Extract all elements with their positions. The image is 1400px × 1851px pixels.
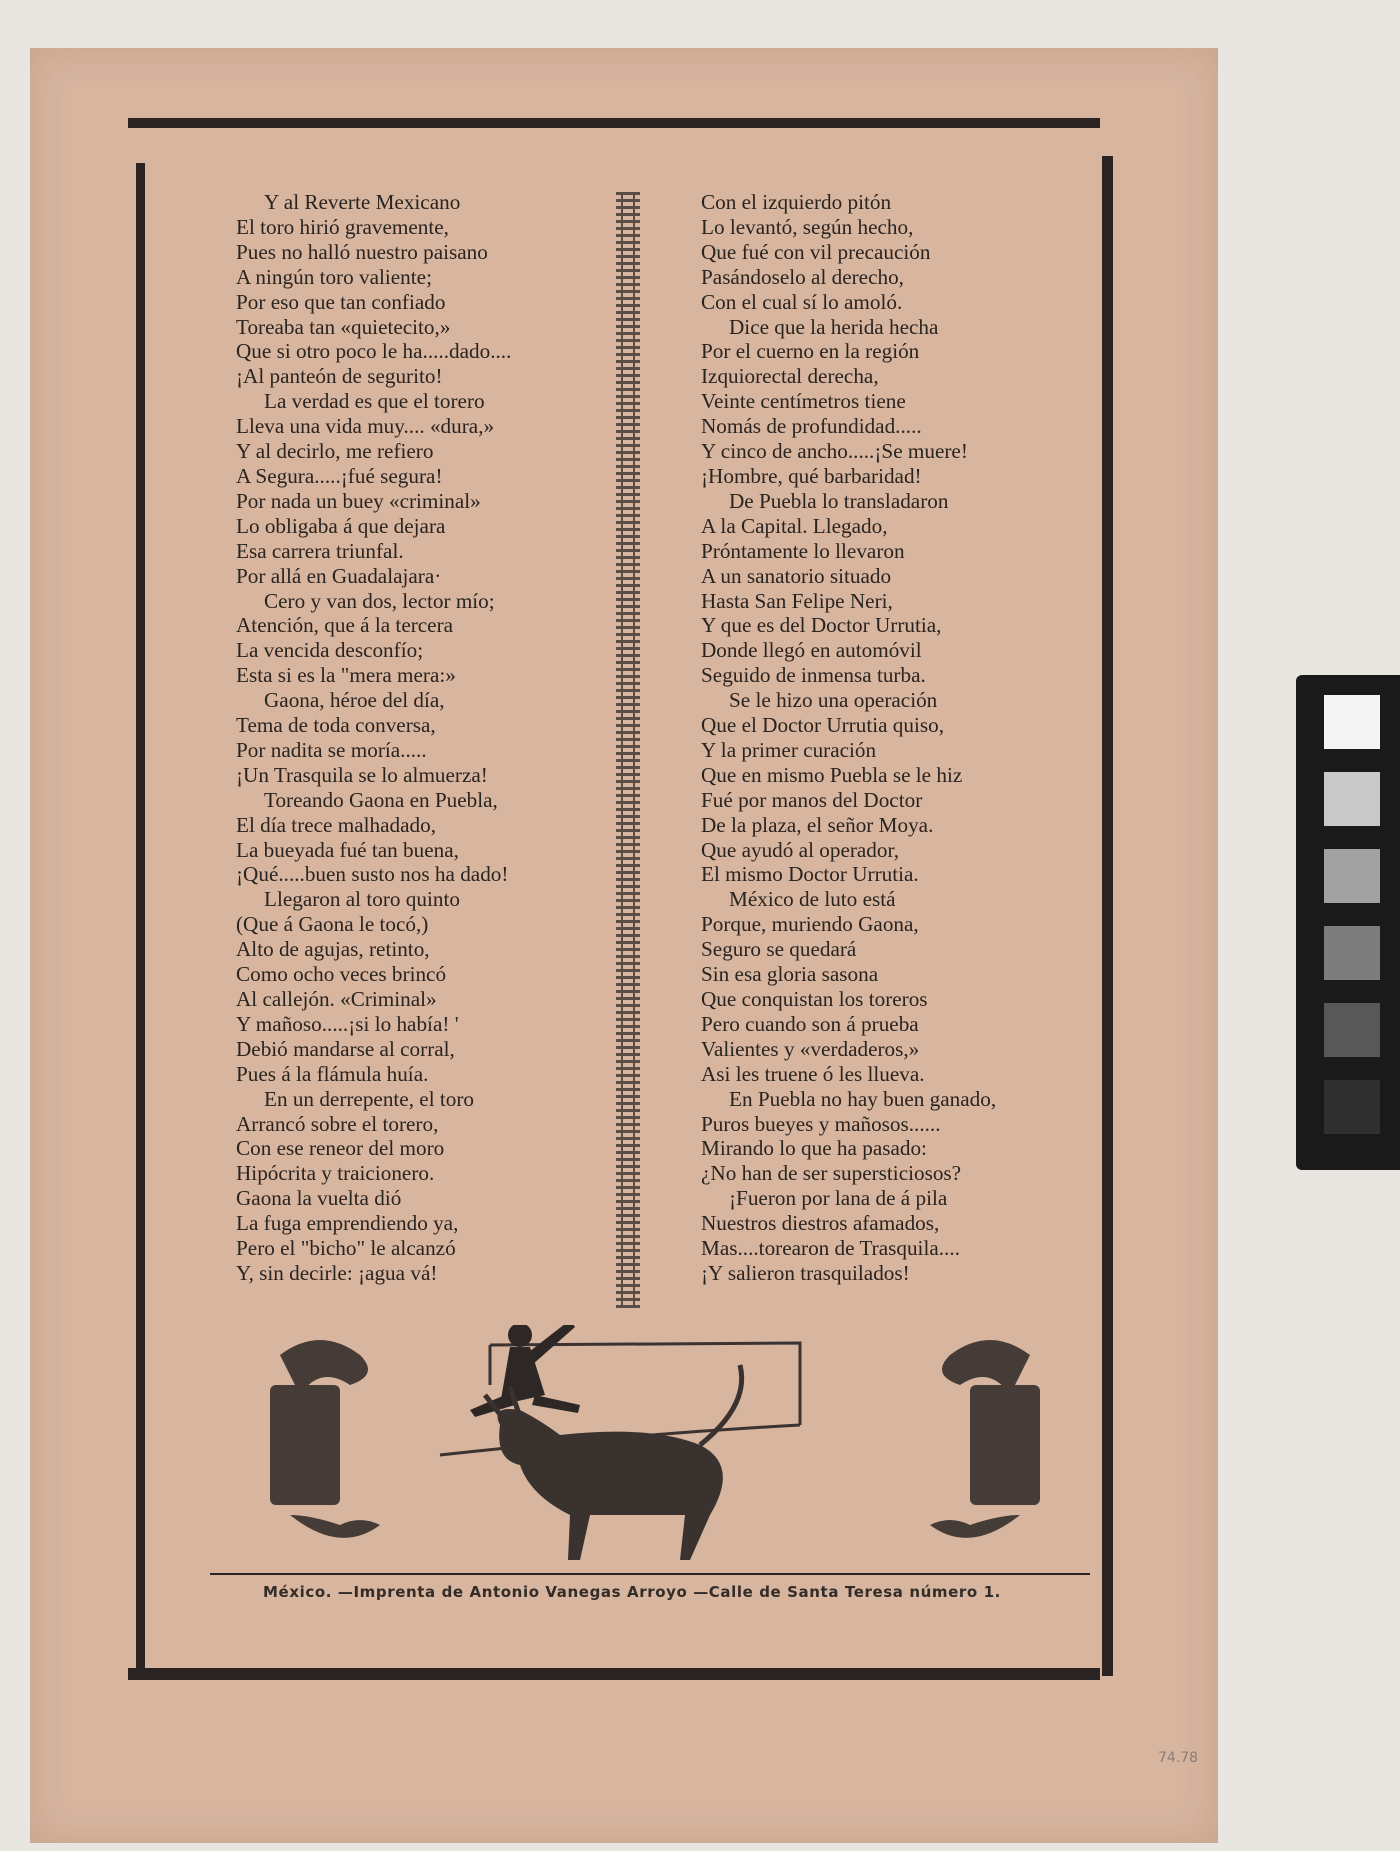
verse-line: Y al Reverte Mexicano bbox=[264, 190, 461, 214]
verse-line: Por nada un buey «criminal» bbox=[236, 488, 481, 513]
verse-line: Veinte centímetros tiene bbox=[701, 389, 906, 414]
imprint-line: México. —Imprenta de Antonio Vanegas Arroyo —Calle de Santa Teresa número 1. bbox=[263, 1583, 1001, 1601]
verse-line: Que ayudó al operador, bbox=[701, 837, 900, 862]
verse-line: ¡Al panteón de segurito! bbox=[236, 364, 443, 389]
verse-line: Y al decirlo, me refiero bbox=[236, 439, 434, 464]
verse-line: Con ese reneor del moro bbox=[236, 1136, 445, 1161]
verse-line: Esta si es la "mera mera:» bbox=[236, 663, 456, 688]
verse-line: Arrancó sobre el torero, bbox=[236, 1111, 439, 1136]
verse-line: Por allá en Guadalajara· bbox=[236, 563, 442, 588]
verse-line: Tema de toda conversa, bbox=[236, 713, 436, 738]
verse-line: Que el Doctor Urrutia quiso, bbox=[701, 713, 945, 738]
verse-line: Atención, que á la tercera bbox=[236, 613, 454, 638]
verse-line: México de luto está bbox=[729, 887, 896, 912]
verse-line: Toreaba tan «quietecito,» bbox=[236, 314, 451, 339]
verse-line: El toro hirió gravemente, bbox=[236, 214, 449, 239]
verse-line: Pues no halló nuestro paisano bbox=[236, 239, 488, 264]
verse-line: Próntamente lo llevaron bbox=[701, 538, 905, 563]
verse-line: A ningún toro valiente; bbox=[236, 264, 432, 289]
archive-pencil-mark: 74.78 bbox=[1158, 1750, 1199, 1766]
verse-line: Que conquistan los toreros bbox=[701, 987, 928, 1011]
verse-line: Asi les truene ó les llueva. bbox=[701, 1061, 925, 1086]
gray-patch bbox=[1324, 1080, 1380, 1134]
verse-line: Por el cuerno en la región bbox=[701, 339, 920, 364]
verse-line: Porque, muriendo Gaona, bbox=[701, 912, 919, 937]
verse-line: Hasta San Felipe Neri, bbox=[701, 588, 893, 613]
verse-line: A un sanatorio situado bbox=[701, 563, 892, 588]
verse-line: ¡Fueron por lana de á pila bbox=[729, 1186, 948, 1211]
bullfight-woodcut bbox=[270, 1325, 1040, 1565]
verse-line: Nuestros diestros afamados, bbox=[701, 1211, 940, 1236]
verse-line: Fué por manos del Doctor bbox=[701, 787, 923, 812]
gray-patch bbox=[1324, 849, 1380, 903]
verse-line: ¡Hombre, qué barbaridad! bbox=[701, 463, 922, 488]
verse-line: Mas....torearon de Trasquila.... bbox=[701, 1236, 960, 1261]
left-scroll-ornament bbox=[270, 1340, 380, 1538]
verse-line: Lleva una vida muy.... «dura,» bbox=[236, 414, 495, 439]
verse-line: Sin esa gloria sasona bbox=[701, 962, 879, 987]
verse-line: (Que á Gaona le tocó,) bbox=[236, 912, 429, 937]
verse-line: Y que es del Doctor Urrutia, bbox=[701, 613, 942, 638]
gray-patch bbox=[1324, 1003, 1380, 1057]
frame-bottom-rule bbox=[128, 1668, 1100, 1680]
verse-line: Izquiorectal derecha, bbox=[701, 364, 879, 389]
verse-line: Que fué con vil precaución bbox=[701, 239, 931, 264]
verse-line: Seguido de inmensa turba. bbox=[701, 663, 926, 688]
verse-line: De la plaza, el señor Moya. bbox=[701, 812, 934, 837]
verse-line: Pero el "bicho" le alcanzó bbox=[236, 1236, 456, 1261]
gray-patch bbox=[1324, 926, 1380, 980]
verse-line: La fuga emprendiendo ya, bbox=[236, 1211, 459, 1236]
gray-patch bbox=[1324, 772, 1380, 826]
verse-line: Mirando lo que ha pasado: bbox=[701, 1136, 927, 1161]
verse-line: Esa carrera triunfal. bbox=[236, 538, 404, 563]
verse-line: Y mañoso.....¡si lo había! ' bbox=[236, 1011, 459, 1036]
frame-right-rule bbox=[1102, 156, 1113, 1676]
verse-line: Puros bueyes y mañosos...... bbox=[701, 1111, 941, 1136]
verse-line: Alto de agujas, retinto, bbox=[236, 937, 430, 962]
verse-line: Al callejón. «Criminal» bbox=[236, 987, 437, 1011]
ornamental-column-divider bbox=[616, 192, 640, 1308]
verse-line: Y la primer curación bbox=[701, 737, 877, 762]
verse-column-left bbox=[236, 190, 616, 1286]
verse-line: Se le hizo una operación bbox=[729, 688, 938, 713]
verse-line: Cero y van dos, lector mío; bbox=[264, 588, 495, 613]
verse-line: Gaona la vuelta dió bbox=[236, 1186, 402, 1211]
verse-line: Con el izquierdo pitón bbox=[701, 190, 892, 214]
verse-line: Y, sin decirle: ¡agua vá! bbox=[236, 1260, 438, 1285]
verse-line: La vencida desconfío; bbox=[236, 638, 424, 663]
verse-line: Como ocho veces brincó bbox=[236, 962, 447, 987]
verse-line: De Puebla lo transladaron bbox=[729, 488, 949, 513]
verse-line: A la Capital. Llegado, bbox=[701, 513, 888, 538]
verse-line: Donde llegó en automóvil bbox=[701, 638, 922, 663]
verse-line: Toreando Gaona en Puebla, bbox=[264, 787, 498, 812]
verse-line: La verdad es que el torero bbox=[264, 389, 485, 414]
verse-line: Gaona, héroe del día, bbox=[264, 688, 445, 713]
verse-line: La bueyada fué tan buena, bbox=[236, 837, 459, 862]
verse-line: Y cinco de ancho.....¡Se muere! bbox=[701, 439, 968, 464]
verse-line: Valientes y «verdaderos,» bbox=[701, 1036, 920, 1061]
verse-line: El día trece malhadado, bbox=[236, 812, 437, 837]
verse-line: Con el cual sí lo amoló. bbox=[701, 289, 903, 314]
verse-line: Hipócrita y traicionero. bbox=[236, 1161, 435, 1186]
verse-line: Dice que la herida hecha bbox=[729, 314, 939, 339]
verse-line: Que en mismo Puebla se le hiz bbox=[701, 762, 963, 787]
verse-line: En Puebla no hay buen ganado, bbox=[729, 1086, 997, 1111]
frame-left-rule bbox=[136, 163, 145, 1673]
verse-line: Por eso que tan confiado bbox=[236, 289, 446, 314]
frame-top-rule bbox=[128, 118, 1100, 128]
verse-line: En un derrepente, el toro bbox=[264, 1086, 475, 1111]
gray-patch bbox=[1324, 695, 1380, 749]
verse-line: Lo obligaba á que dejara bbox=[236, 513, 446, 538]
right-scroll-ornament bbox=[930, 1340, 1040, 1538]
verse-line: ¡Un Trasquila se lo almuerza! bbox=[236, 762, 488, 787]
color-calibration-target bbox=[1296, 675, 1400, 1170]
verse-line: Pues á la flámula huía. bbox=[236, 1061, 429, 1086]
imprint-rule bbox=[210, 1573, 1090, 1575]
verse-line: Nomás de profundidad..... bbox=[701, 414, 922, 439]
verse-column-right bbox=[701, 190, 1081, 1286]
verse-line: Lo levantó, según hecho, bbox=[701, 214, 914, 239]
verse-line: Por nadita se moría..... bbox=[236, 737, 427, 762]
verse-line: A Segura.....¡fué segura! bbox=[236, 463, 443, 488]
verse-line: ¡Qué.....buen susto nos ha dado! bbox=[236, 862, 509, 887]
verse-line: Seguro se quedará bbox=[701, 937, 857, 962]
verse-line: Que si otro poco le ha.....dado.... bbox=[236, 339, 512, 364]
verse-line: ¿No han de ser supersticiosos? bbox=[701, 1161, 962, 1186]
verse-line: Pero cuando son á prueba bbox=[701, 1011, 919, 1036]
verse-line: El mismo Doctor Urrutia. bbox=[701, 862, 919, 887]
verse-line: Pasándoselo al derecho, bbox=[701, 264, 904, 289]
verse-line: ¡Y salieron trasquilados! bbox=[701, 1260, 910, 1285]
torero-figure bbox=[470, 1325, 580, 1417]
verse-line: Llegaron al toro quinto bbox=[264, 887, 460, 912]
verse-line: Debió mandarse al corral, bbox=[236, 1036, 455, 1061]
